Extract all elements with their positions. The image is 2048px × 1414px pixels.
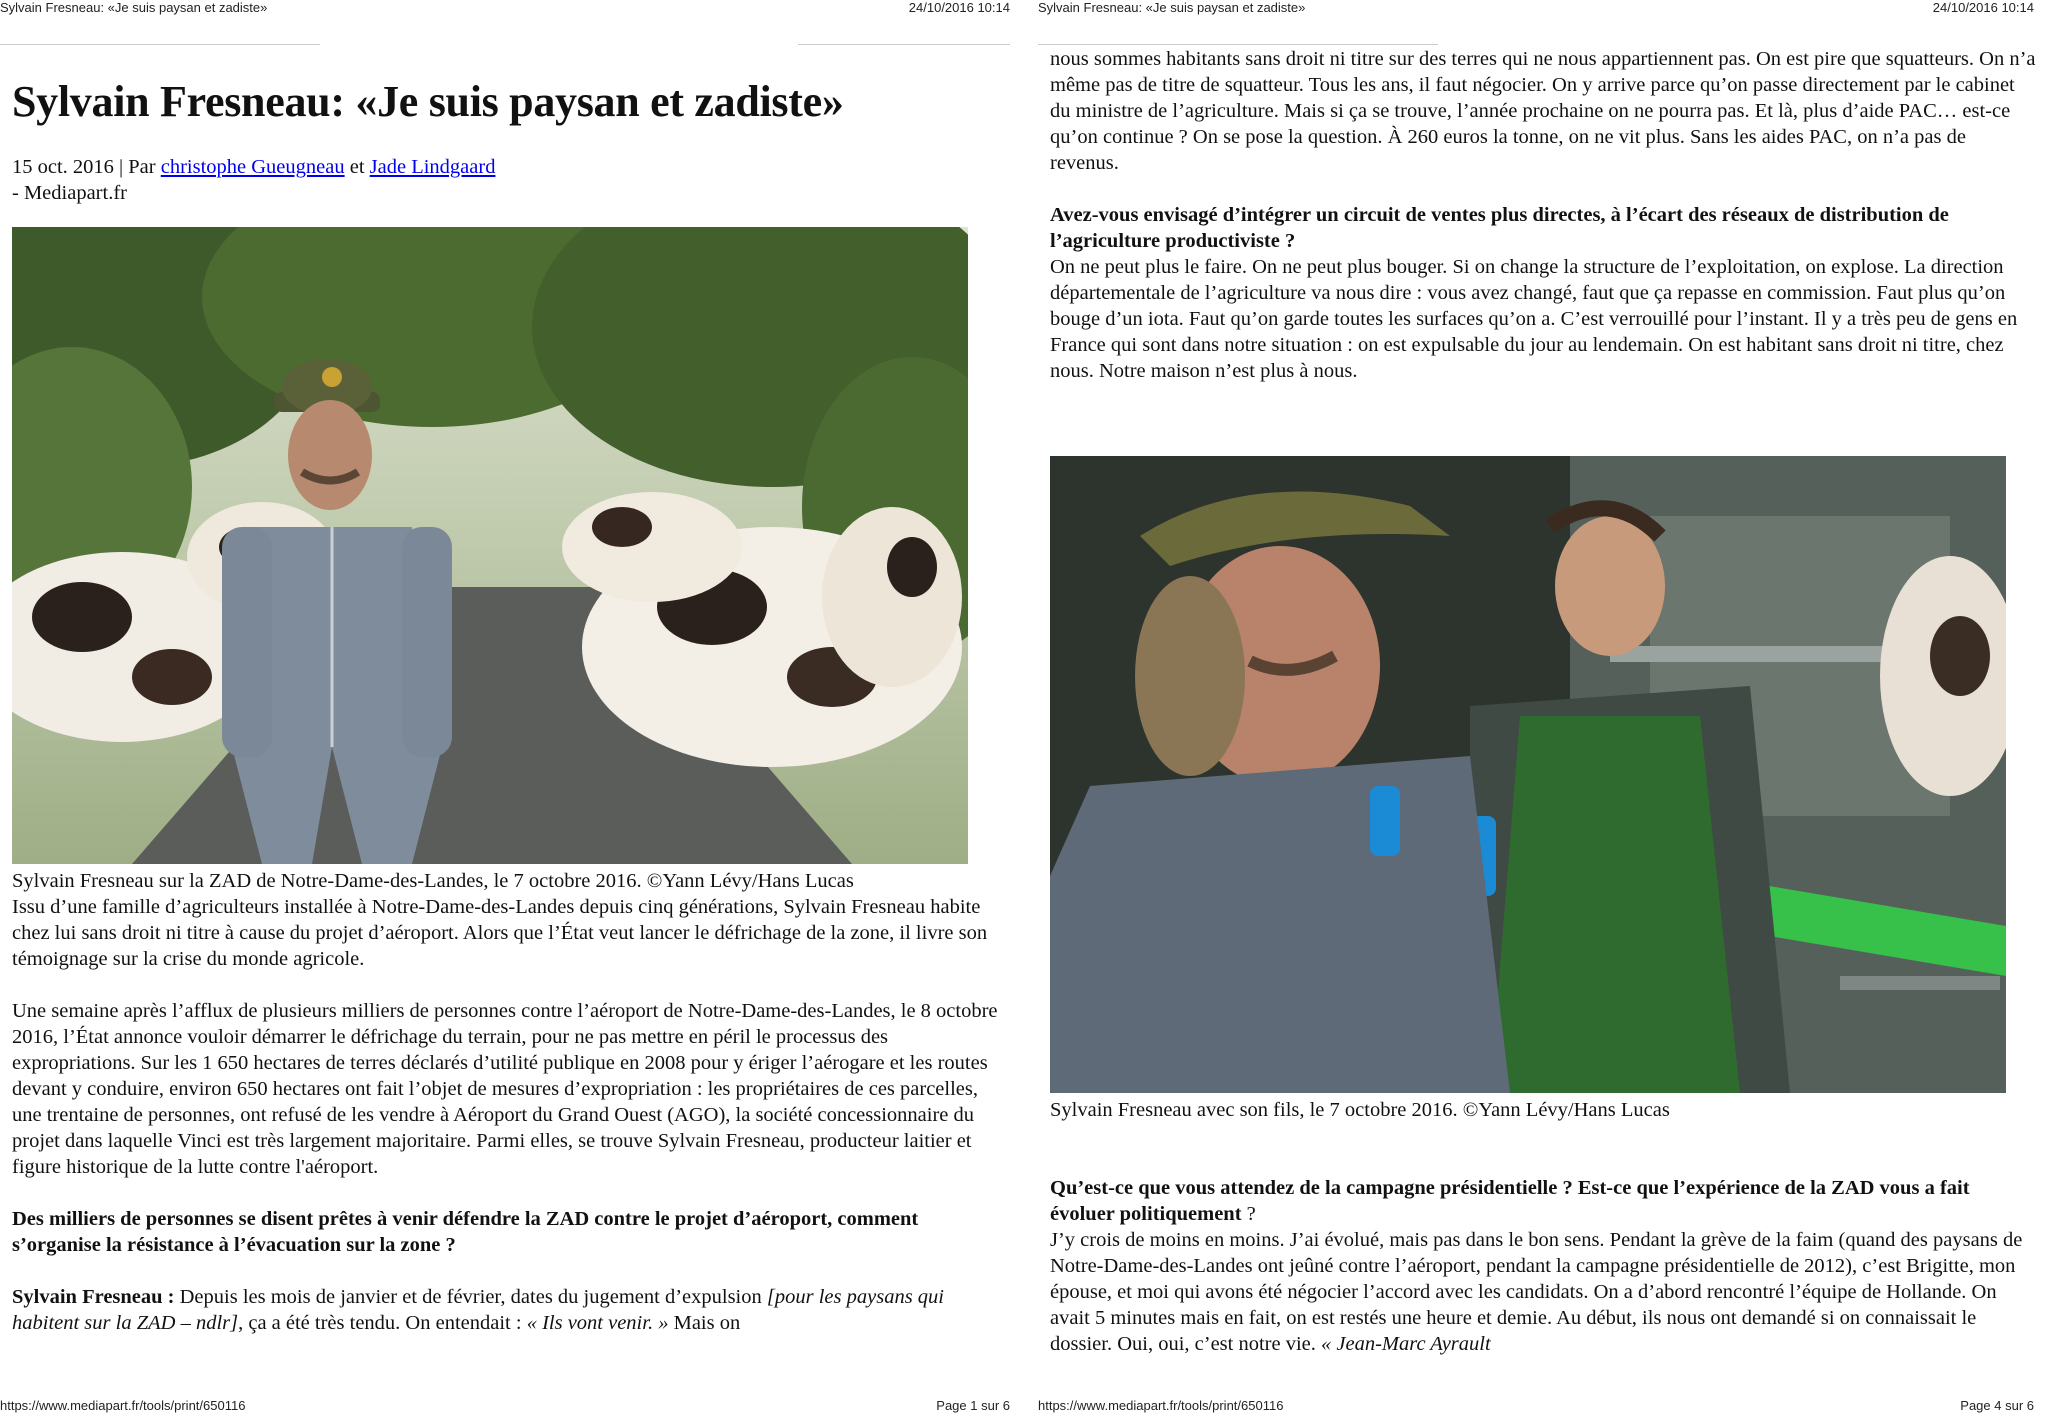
article-column-1 [12, 76, 1010, 1336]
print-footer-url: https://www.mediapart.fr/tools/print/650116 [1038, 1398, 1284, 1413]
print-footer [1038, 1398, 2048, 1414]
answer-2: On ne peut plus le faire. On ne peut plus bouger. Si on change la structure de l’exploitation, on explose. La direction départementale de l’agriculture va nous dire : vous avez changé, faut que ça repasse en commission. Faut plus qu’on bouge d’un iota. Faut qu’on garde toutes les surfaces qu’on a. C’est verrouillé pour l’instant. Il y a très peu de gens en France qui sont dans notre situation : on est expulsable du jour au lendemain. On est habitant sans droit ni titre, chez nous. Notre maison n’est plus à nous. [1050, 256, 2018, 382]
print-footer-page: Page 4 sur 6 [1960, 1398, 2034, 1413]
question-3-tail: ? [1241, 1203, 1256, 1225]
print-header [0, 0, 1024, 16]
print-footer-url: https://www.mediapart.fr/tools/print/650116 [0, 1398, 246, 1413]
header-rule [0, 44, 320, 45]
byline-source: - Mediapart.fr [12, 182, 127, 204]
print-footer-page: Page 1 sur 6 [936, 1398, 1010, 1413]
byline-and: et [349, 156, 365, 178]
farmer-son-image [1050, 456, 2006, 1093]
byline [12, 154, 1010, 206]
answer-3-quote: « Jean-Marc Ayrault [1321, 1333, 1491, 1355]
body-paragraph-1: Une semaine après l’afflux de plusieurs milliers de personnes contre l’aéroport de Notre-Dame-des-Landes, le 8 octobre 2016, l’État annonce vouloir démarrer le défrichage du terrain, pour ne pas mettre en péril le processus des expropriations. Sur les 1 650 hectares de terres déclarés d’utilité publique en 2008 pour y ériger l’aérogare et les routes devant y conduire, environ 650 hectares ont fait l’objet de mesures d’expropriation : les propriétaires de ces parcelles, une trentaine de personnes, ont refusé de les vendre à Aéroport du Grand Ouest (AGO), la société concessionnaire du projet dans laquelle Vinci est très largement majoritaire. Parmi elles, se trouve Sylvain Fresneau, producteur laitier et figure historique de la lutte contre l'aéroport. [12, 1000, 998, 1178]
header-rule [798, 44, 1010, 45]
article-column-4 [1050, 46, 2036, 1357]
answer-1-quote: « Ils vont venir. » [526, 1312, 669, 1334]
header-rule [1038, 44, 1438, 45]
photo1-caption: Sylvain Fresneau sur la ZAD de Notre-Dame-des-Landes, le 7 octobre 2016. ©Yann Lévy/Hans Lucas [12, 870, 854, 892]
photo-farmer-cows [12, 227, 968, 864]
author-link-2[interactable]: Jade Lindgaard [369, 156, 496, 178]
byline-date: 15 oct. 2016 | Par [12, 156, 156, 178]
print-footer [0, 1398, 1024, 1414]
print-header-title: Sylvain Fresneau: «Je suis paysan et zadiste» [0, 0, 268, 15]
speaker-label: Sylvain Fresneau : [12, 1286, 175, 1308]
photo-farmer-son [1050, 456, 2006, 1093]
question-2: Avez-vous envisagé d’intégrer un circuit de ventes plus directes, à l’écart des réseaux de distribution de l’agriculture productiviste ? [1050, 204, 1949, 252]
question-3 [1050, 1175, 2036, 1227]
print-header-date: 24/10/2016 10:14 [908, 0, 1010, 15]
question-3-text: Qu’est-ce que vous attendez de la campagne présidentielle ? Est-ce que l’expérience de la ZAD vous a fait évoluer politiquement [1050, 1177, 1970, 1225]
farmer-cows-image [12, 227, 968, 864]
print-header-date: 24/10/2016 10:14 [1932, 0, 2034, 15]
author-link-1[interactable]: christophe Gueugneau [160, 156, 345, 178]
print-header [1038, 0, 2048, 16]
answer-1 [12, 1284, 1010, 1336]
print-page-4 [1038, 0, 2048, 1414]
intro-paragraph: Issu d’une famille d’agriculteurs installée à Notre-Dame-des-Landes depuis cinq générations, Sylvain Fresneau habite chez lui sans droit ni titre à cause du projet d’aéroport. Alors que l’État veut lancer le défrichage de la zone, il livre son témoignage sur la crise du monde agricole. [12, 896, 988, 970]
question-1: Des milliers de personnes se disent prêtes à venir défendre la ZAD contre le projet d’aéroport, comment s’organise la résistance à l’évacuation sur la zone ? [12, 1208, 919, 1256]
answer-1-text: , ça a été très tendu. On entendait : [238, 1312, 527, 1334]
answer-3-text: J’y crois de moins en moins. J’ai évolué, mais pas dans le bon sens. Pendant la grève de la faim (quand des paysans de Notre-Dame-des-Landes ont jeûné contre l’aéroport, pendant la campagne présidentielle de 2012), c’est Brigitte, mon épouse, et moi qui avons été négocier l’accord avec les candidats. On a d’abord rencontré l’équipe de Hollande. On avait 5 minutes mais en fait, on est restés une heure et demie. Au début, ils nous ont demandé si on connaissait le dossier. Oui, oui, c’est notre vie. [1050, 1229, 2023, 1355]
print-header-title: Sylvain Fresneau: «Je suis paysan et zadiste» [1038, 0, 1306, 15]
article-title: Sylvain Fresneau: «Je suis paysan et zadiste» [12, 77, 844, 126]
continued-paragraph: nous sommes habitants sans droit ni titre sur des terres qui ne nous appartiennent pas. On est pire que squatteurs. On n’a même pas de titre de squatteur. Tous les ans, il faut négocier. On y arrive parce qu’on passe directement par le cabinet du ministre de l’agriculture. Mais si ça se trouve, l’année prochaine on ne pourra pas. Et là, plus d’aide PAC… est-ce qu’on continue ? On se pose la question. À 260 euros la tonne, on ne vit plus. Sans les aides PAC, on n’a pas de revenus. [1050, 48, 2036, 174]
photo2-caption: Sylvain Fresneau avec son fils, le 7 octobre 2016. ©Yann Lévy/Hans Lucas [1050, 1099, 1670, 1121]
answer-1-text: Mais on [668, 1312, 741, 1334]
answer-1-ndlr: [pour les paysans qui habitent sur la ZAD – ndlr] [12, 1286, 944, 1334]
answer-3 [1050, 1227, 2036, 1357]
answer-1-text: Depuis les mois de janvier et de février, dates du jugement d’expulsion [174, 1286, 767, 1308]
